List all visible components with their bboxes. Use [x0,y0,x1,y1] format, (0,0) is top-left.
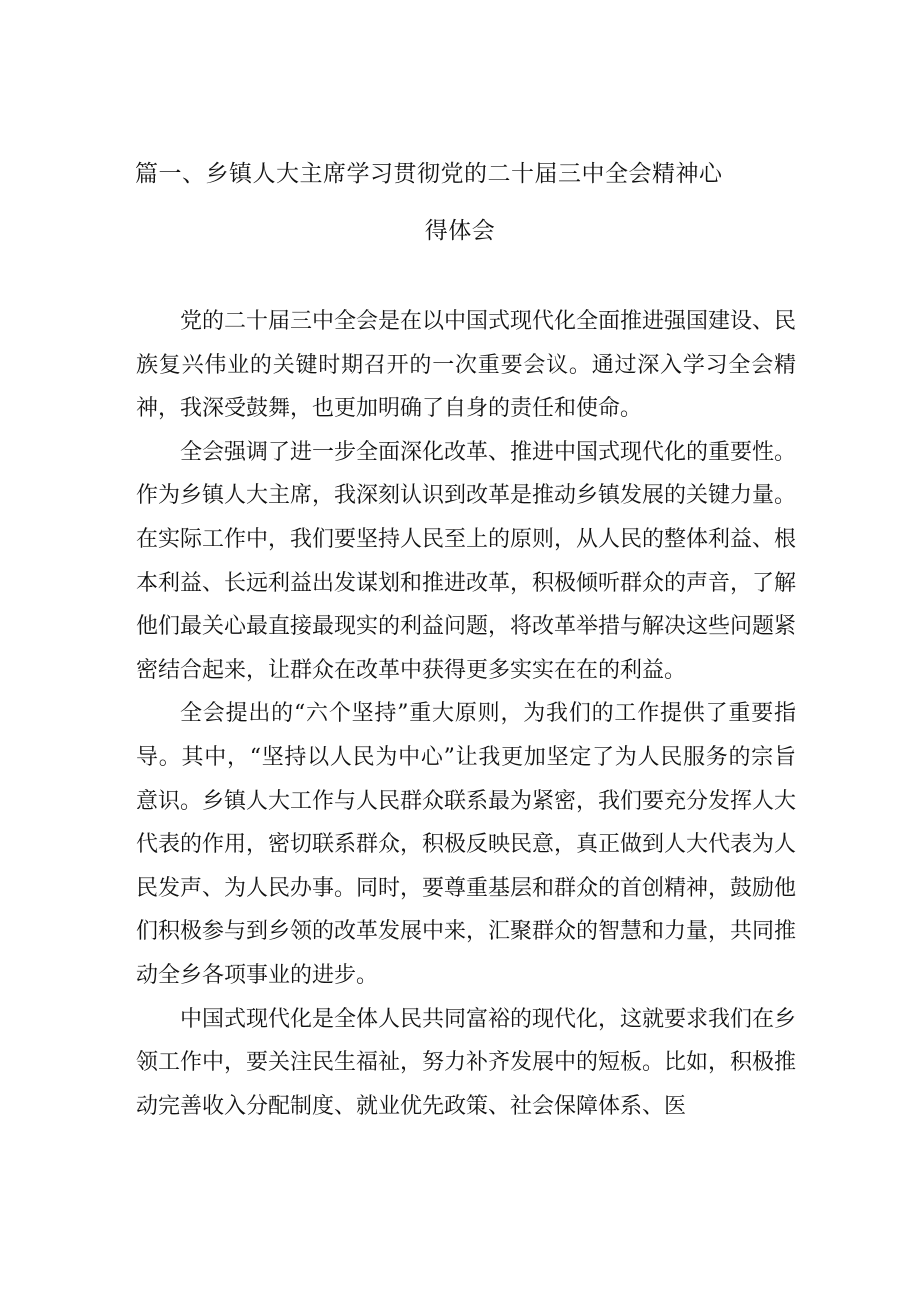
body-paragraph-4: 中国式现代化是全体人民共同富裕的现代化，这就要求我们在乡领工作中，要关注民生福祉，努力补齐发展中的短板。比如，积极推动完善收入分配制度、就业优先政策、社会保障体系、医 [136,1006,797,1119]
document-title-line-2: 得体会 [424,218,496,244]
body-paragraph-2: 全会强调了进一步全面深化改革、推进中国式现代化的重要性。作为乡镇人大主席，我深刻认识到改革是推动乡镇发展的关键力量。在实际工作中，我们要坚持人民至上的原则，从人民的整体利益、根本利益、长远利益出发谋划和推进改革，积极倾听群众的声音，了解他们最关心最直接最现实的利益问题，将改革举措与解决这些问题紧密结合起来，让群众在改革中获得更多实实在在的利益。 [136,439,797,683]
body-paragraph-1: 党的二十届三中全会是在以中国式现代化全面推进强国建设、民族复兴伟业的关键时期召开的一次重要会议。通过深入学习全会精神，我深受鼓舞，也更加明确了自身的责任和使命。 [136,309,797,422]
body-paragraph-3: 全会提出的“六个坚持”重大原则，为我们的工作提供了重要指导。其中，“坚持以人民为中心”让我更加坚定了为人民服务的宗旨意识。乡镇人大工作与人民群众联系最为紧密，我们要充分发挥人大代表的作用，密切联系群众，积极反映民意，真正做到人大代表为人民发声、为人民办事。同时，要尊重基层和群众的首创精神，鼓励他们积极参与到乡领的改革发展中来，汇聚群众的智慧和力量，共同推动全乡各项事业的进步。 [136,701,797,988]
document-body [136,300,796,1128]
document-title-line-1: 篇一、乡镇人大主席学习贯彻党的二十届三中全会精神心 [135,161,723,187]
